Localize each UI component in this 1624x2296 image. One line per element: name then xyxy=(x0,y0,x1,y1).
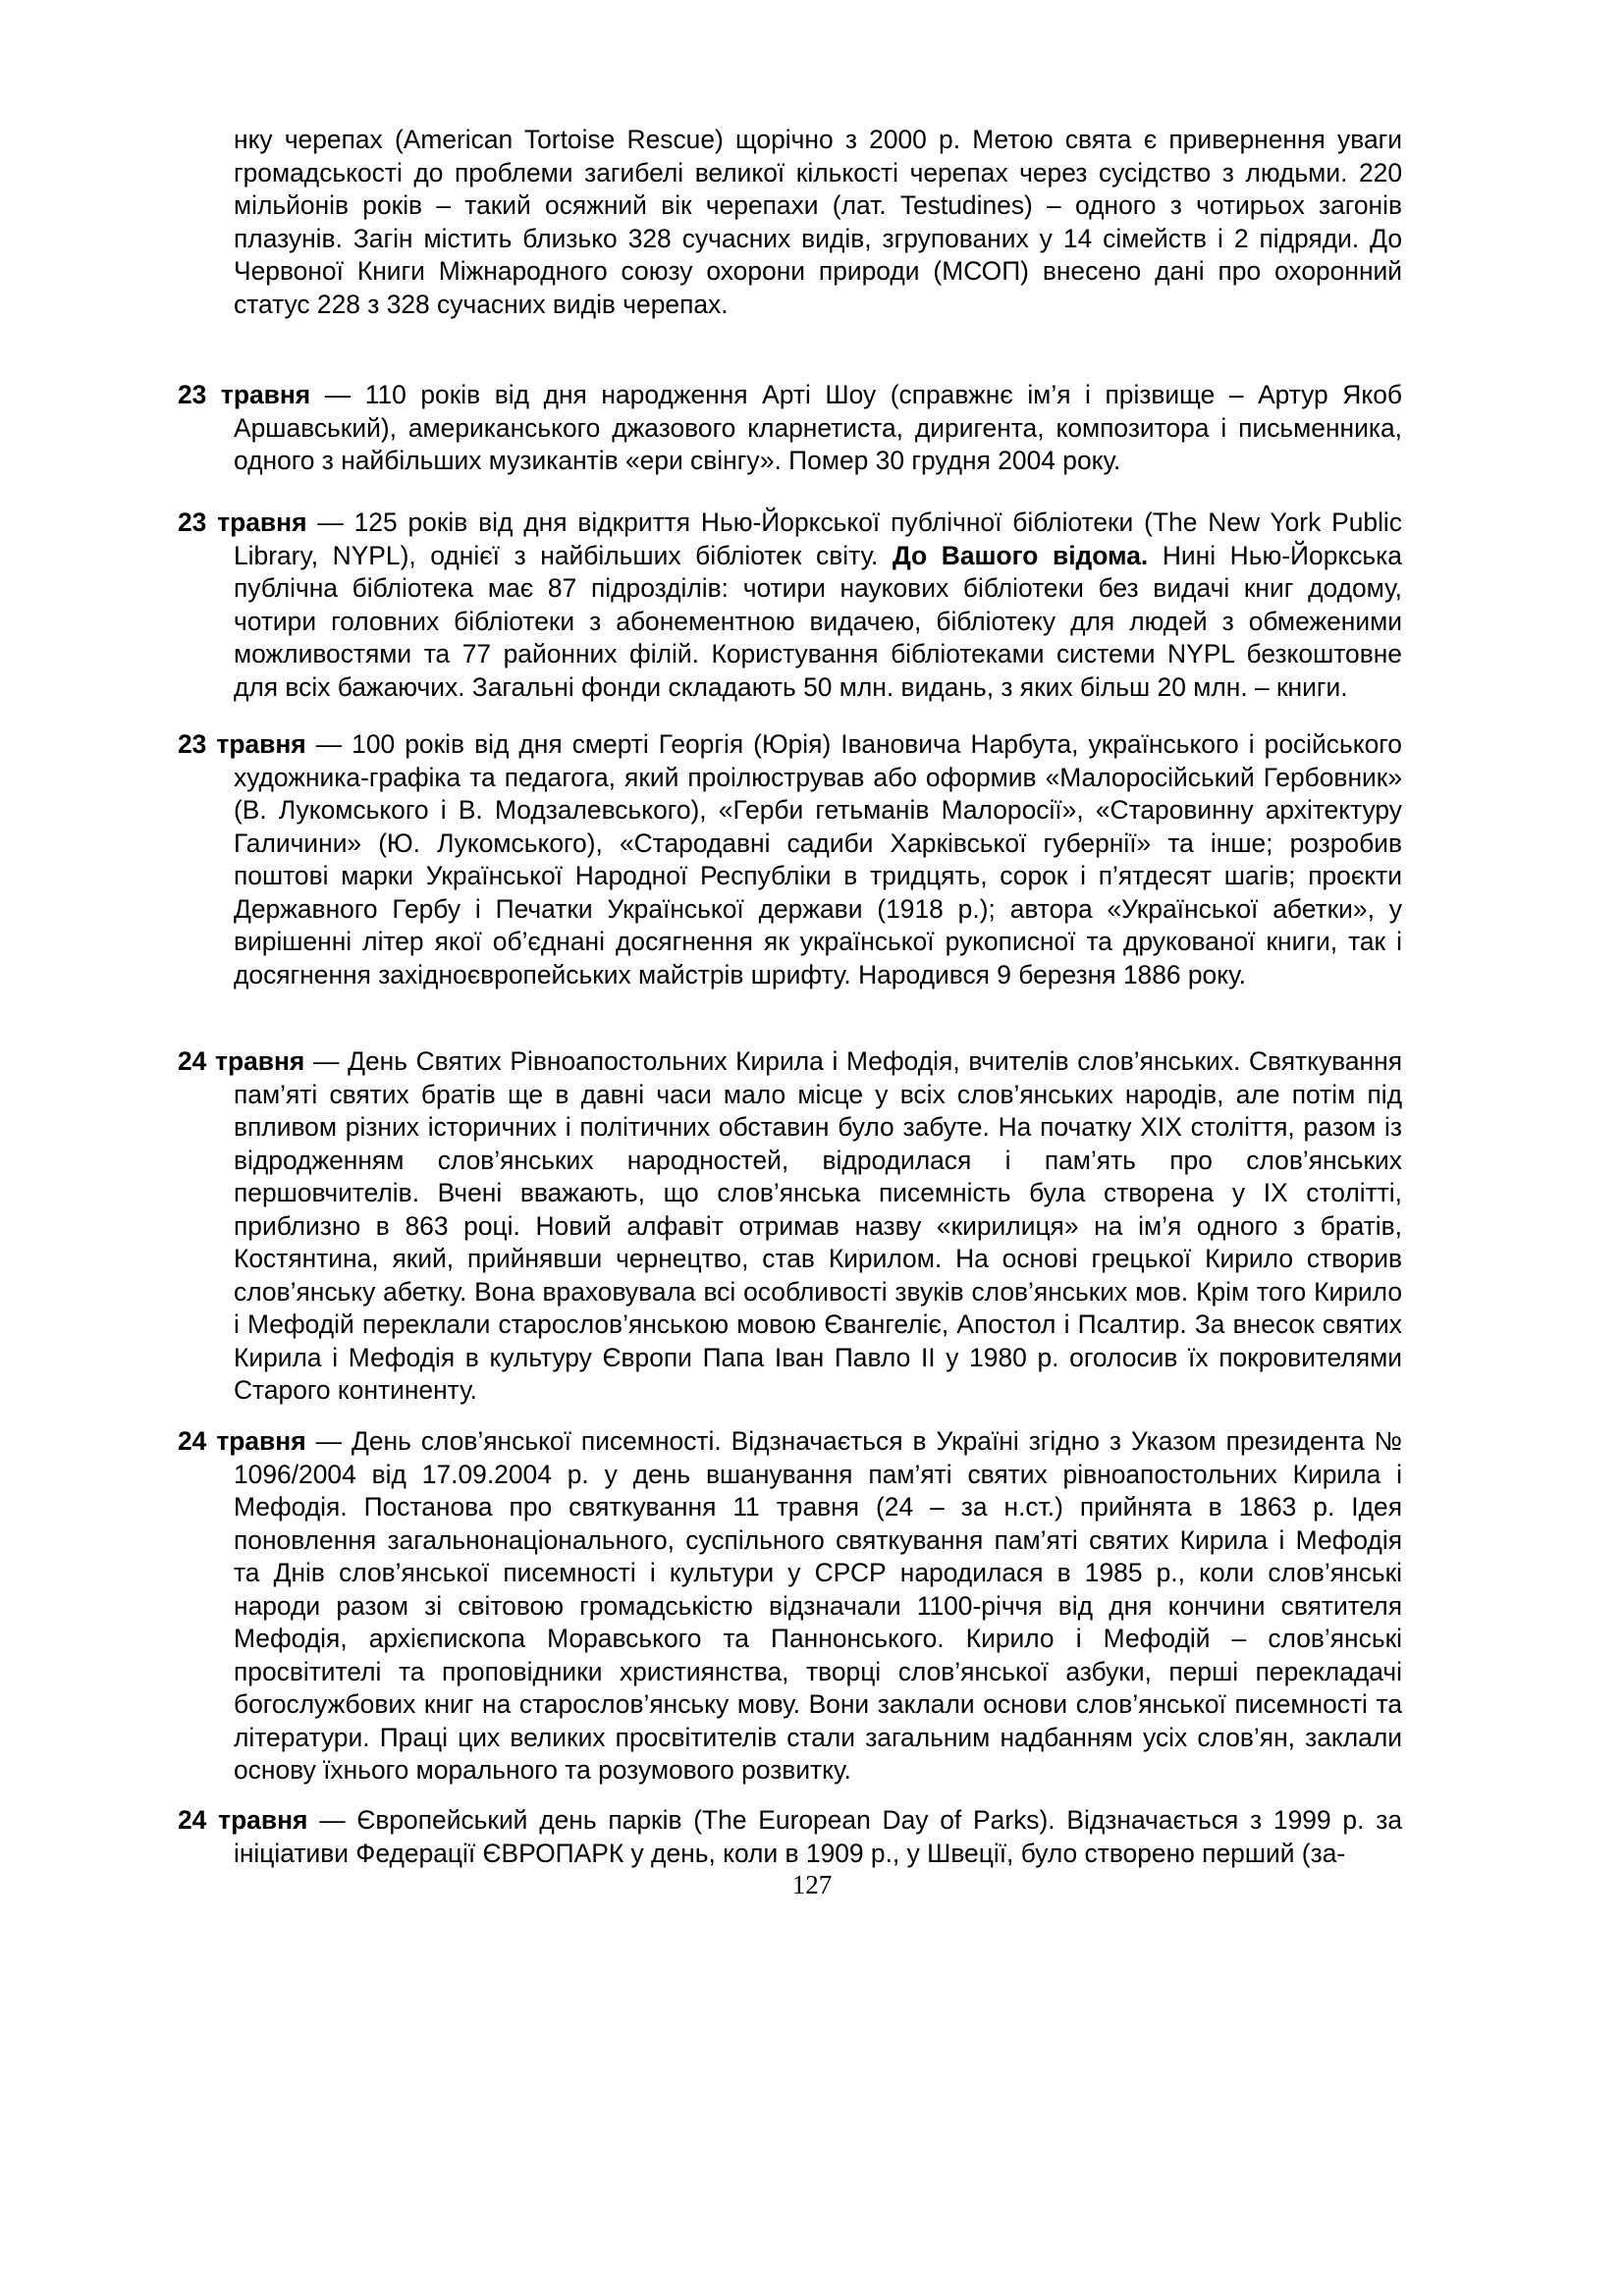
entry-5 xyxy=(178,1425,1402,1788)
entry-text: — 110 років від дня народження Арті Шоу (справжнє ім’я і прізвище – Артур Якоб Аршавський), американського джазового кларнетиста, диригента, композитора і письменника, одного з найбільших музикантів «ери свінгу». Помер 30 грудня 2004 року. xyxy=(234,380,1402,475)
page-number: 127 xyxy=(791,1870,833,1899)
entry-text: — Європейський день парків (The European Day of Parks). Відзначається з 1999 р. за ініціативи Федерації ЄВРОПАРК у день, коли в 1909 р., у Швеції, було створено перший (за- xyxy=(234,1805,1402,1868)
entry-date: 23 травня xyxy=(178,380,311,409)
entry-text: — День слов’янської писемності. Відзначається в Україні згідно з Указом президента № 1096/2004 від 17.09.2004 р. у день вшанування пам’яті святих рівноапостольних Кирила і Мефодія. Постанова про святкування 11 травня (24 – за н.ст.) прийнята в 1863 р. Ідея поновлення загальнонаціонального, суспільного святкування пам’яті святих Кирила і Мефодія та Днів слов’янської писемності і культури у СРСР народилася в 1985 р., коли слов’янські народи разом зі світовою громадськістю відзначали 1100-річчя від дня кончини святителя Мефодія, архієпископа Моравського та Паннонського. Кирило і Мефодій – слов’янські просвітителі та проповідники християнства, творці слов’янської азбуки, перші перекладачі богослужбових книг на старослов’янську мову. Вони заклали основи слов’янської писемності та літератури. Праці цих великих просвітителів стали загальним надбанням усіх слов’ян, заклали основу їхнього морального та розумового розвитку. xyxy=(234,1426,1402,1785)
entry-date: 24 травня xyxy=(178,1426,306,1456)
entry-text-continued: Нині Нью-Йоркська публічна бібліотека має 87 підрозділів: чотири наукових бібліотеки без видачі книг додому, чотири головних бібліотеки з абонементною видачею, бібліотеку для людей з обмеженими можливостями та 77 районних філій. Користування бібліотеками системи NYPL безкоштовне для всіх бажаючих. Загальні фонди складають 50 млн. видань, з яких більш 20 млн. – книги. xyxy=(234,540,1402,702)
entry-date: 24 травня xyxy=(178,1805,308,1835)
intro-paragraph: нку черепах (American Tortoise Rescue) щорічно з 2000 р. Метою свята є привернення уваги громадськості до проблеми загибелі великої кількості черепах через сусідство з людьми. 220 мільйонів років – такий осяжний вік черепахи (лат. Testudines) – одного з чотирьох загонів плазунів. Загін містить близько 328 сучасних видів, згрупованих у 14 сімейств і 2 підряди. До Червоної Книги Міжнародного союзу охорони природи (МСОП) внесено дані про охоронний статус 228 з 328 сучасних видів черепах. xyxy=(234,125,1402,319)
entry-6 xyxy=(178,1804,1402,1870)
entry-date: 23 травня xyxy=(178,729,306,759)
entry-4 xyxy=(178,1045,1402,1408)
entry-text: — 100 років від дня смерті Георгія (Юрія) Івановича Нарбута, українського і російського художника-графіка та педагога, який проілюстрував або оформив «Малоросійський Гербовник» (В. Лукомського і В. Модзалевського), «Герби гетьманів Малоросії», «Старовинну архітектуру Галичини» (Ю. Лукомського), «Стародавні садиби Харківської губернії» та інше; розробив поштові марки Української Народної Республіки в тридцять, сорок і п’ятдесят шагів; проєкти Державного Гербу і Печатки Української держави (1918 р.); автора «Української абетки», у вирішенні літер якої об’єднані досягнення як української рукописної та друкованої книги, так і досягнення західноєвропейських майстрів шрифту. Народився 9 березня 1886 року. xyxy=(234,729,1402,989)
entry-1 xyxy=(178,379,1402,478)
entry-date: 24 травня xyxy=(178,1046,305,1076)
entry-text: — 125 років від дня відкриття Нью-Йоркської публічної бібліотеки (The New York Public Library, NYPL), однієї з найбільших бібліотек світу. xyxy=(234,507,1402,570)
entry-text: — День Святих Рівноапостольних Кирила і Мефодія, вчителів слов’янських. Святкування пам’яті святих братів ще в давні часи мало місце у всіх слов’янських народів, але потім під впливом різних історичних і політичних обставин було забуте. На початку XIX століття, разом із відродженням слов’янських народностей, відродилася і пам’ять про слов’янських першовчителів. Вчені вважають, що слов’янська писемність була створена у IX столітті, приблизно в 863 році. Новий алфавіт отримав назву «кирилиця» на ім’я одного з братів, Костянтина, який, прийнявши чернецтво, став Кирилом. На основі грецької Кирило створив слов’янську абетку. Вона враховувала всі особливості звуків слов’янських мов. Крім того Кирило і Мефодій переклали старослов’янською мовою Євангеліє, Апостол і Псалтир. За внесок святих Кирила і Мефодія в культуру Європи Папа Іван Павло II у 1980 р. оголосив їх покровителями Старого континенту. xyxy=(234,1046,1402,1405)
entry-3 xyxy=(178,728,1402,991)
entry-date: 23 травня xyxy=(178,507,307,537)
entry-2 xyxy=(178,507,1402,704)
entry-note-label: До Вашого відома. xyxy=(892,540,1149,570)
